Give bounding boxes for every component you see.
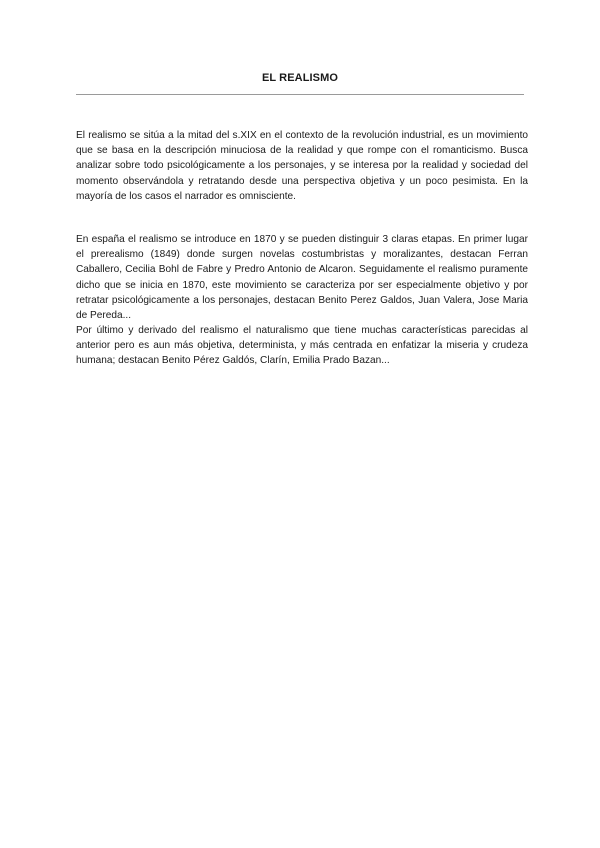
document-title: EL REALISMO [261,72,339,84]
title-divider [76,94,524,95]
paragraph-stages: En españa el realismo se introduce en 1870 y se pueden distinguir 3 claras etapas. En primer lugar el prerealismo (1849) donde surgen novelas costumbristas y moralizantes, destacan Ferran Caballero, Cecilia Bohl de Fabre y Predro Antonio de Alcaron. Seguidamente el realismo puramente dicho que se inicia en 1870, este movimiento se caracteriza por ser especialmente objetivo y por retratar psicológicamente a los personajes, destacan Benito Perez Galdos, Juan Valera, Jose Maria de Pereda... [76,234,528,322]
paragraph-naturalism: Por último y derivado del realismo el naturalismo que tiene muchas características parecidas al anterior pero es aun más objetiva, determinista, y más centrada en enfatizar la miseria y crudeza humana; destacan Benito Pérez Galdós, Clarín, Emilia Prado Bazan... [76,325,528,367]
paragraph-intro: El realismo se sitúa a la mitad del s.XIX en el contexto de la revolución industrial, es un movimiento que se basa en la descripción minuciosa de la realidad y que rompe con el romanticismo. Busca analizar sobre todo psicológicamente a los personajes, y se interesa por la realidad y sociedad del momento observándola y retratando desde una perspectiva objetiva y un poco pesimista. En la mayoría de los casos el narrador es omnisciente. [76,130,528,202]
